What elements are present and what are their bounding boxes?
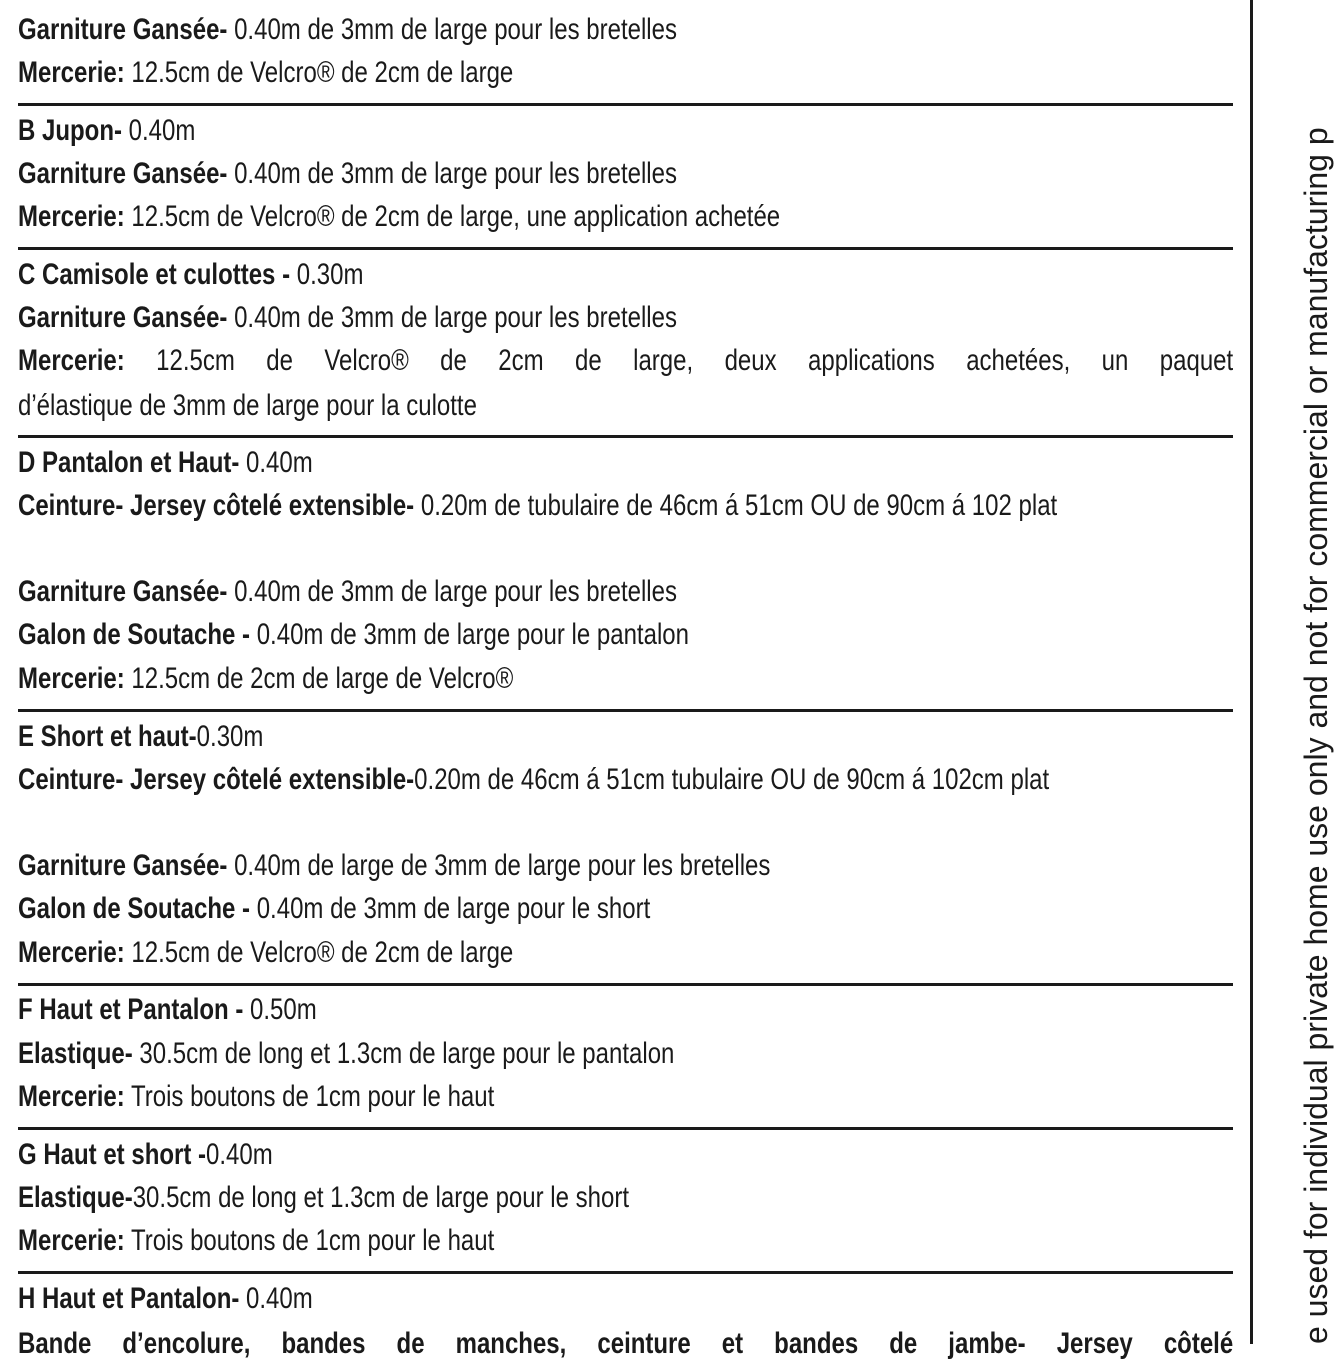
line-h-bands: Bande d’encolure, bandes de manches, ceinture et bandes de jambe- Jersey côtelé: [18, 1327, 1234, 1360]
line-d-soutache: Galon de Soutache - 0.40m de 3mm de large pour le pantalon: [18, 618, 689, 651]
line-f-notions: Mercerie: Trois boutons de 1cm pour le haut: [18, 1080, 495, 1113]
line-g-notions: Mercerie: Trois boutons de 1cm pour le haut: [18, 1224, 495, 1257]
line-d-trim: Garniture Gansée- 0.40m de 3mm de large pour les bretelles: [18, 575, 677, 608]
line-d-title: D Pantalon et Haut- 0.40m: [18, 446, 313, 479]
section-divider: [18, 103, 1233, 106]
line-h-title: H Haut et Pantalon- 0.40m: [18, 1282, 313, 1315]
margin-rule: [1250, 0, 1253, 1344]
copyright-notice: e used for individual private home use only and not for commercial or manufacturing p: [1298, 127, 1334, 1344]
line-f-elastic: Elastique- 30.5cm de long et 1.3cm de large pour le pantalon: [18, 1037, 675, 1070]
line-a-notions: Mercerie: 12.5cm de Velcro® de 2cm de large: [18, 56, 514, 89]
line-c-title: C Camisole et culottes - 0.30m: [18, 258, 364, 291]
section-divider: [18, 247, 1233, 250]
line-g-elastic: Elastique-30.5cm de long et 1.3cm de large pour le short: [18, 1181, 629, 1214]
line-e-title: E Short et haut-0.30m: [18, 720, 264, 753]
section-divider: [18, 1271, 1233, 1274]
line-e-trim: Garniture Gansée- 0.40m de large de 3mm de large pour les bretelles: [18, 849, 771, 882]
line-f-title: F Haut et Pantalon - 0.50m: [18, 993, 317, 1026]
section-divider: [18, 435, 1233, 438]
line-c-trim: Garniture Gansée- 0.40m de 3mm de large pour les bretelles: [18, 301, 677, 334]
line-b-title: B Jupon- 0.40m: [18, 114, 196, 147]
section-divider: [18, 1127, 1233, 1130]
line-e-soutache: Galon de Soutache - 0.40m de 3mm de large pour le short: [18, 892, 651, 925]
line-e-notions: Mercerie: 12.5cm de Velcro® de 2cm de large: [18, 936, 514, 969]
line-e-waistband: Ceinture- Jersey côtelé extensible-0.20m de 46cm á 51cm tubulaire OU de 90cm á 102cm plat: [18, 763, 1050, 796]
line-a-trim: Garniture Gansée- 0.40m de 3mm de large pour les bretelles: [18, 13, 677, 46]
line-c-notions-cont: d’élastique de 3mm de large pour la culotte: [18, 389, 477, 422]
document-body: [18, 0, 1234, 1360]
line-c-notions: Mercerie: 12.5cm de Velcro® de 2cm de large, deux applications achetées, un paquet: [18, 344, 1234, 377]
line-g-title: G Haut et short -0.40m: [18, 1138, 273, 1171]
line-d-notions: Mercerie: 12.5cm de 2cm de large de Velcro®: [18, 662, 514, 695]
line-b-trim: Garniture Gansée- 0.40m de 3mm de large pour les bretelles: [18, 157, 677, 190]
section-divider: [18, 709, 1233, 712]
line-d-waistband: Ceinture- Jersey côtelé extensible- 0.20m de tubulaire de 46cm á 51cm OU de 90cm á 102 plat: [18, 489, 1058, 522]
line-b-notions: Mercerie: 12.5cm de Velcro® de 2cm de large, une application achetée: [18, 200, 781, 233]
section-divider: [18, 983, 1233, 986]
